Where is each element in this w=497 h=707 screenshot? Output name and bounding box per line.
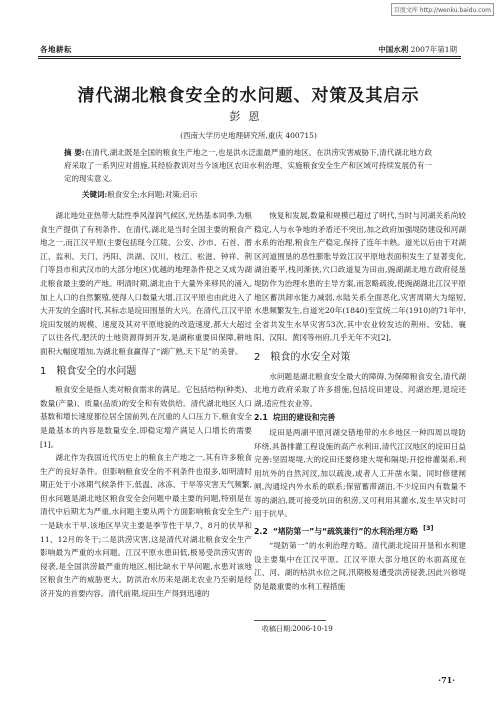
section-heading [254,351,466,365]
author-affiliation: (西南大学历史地理研究所,重庆 400715) [180,131,317,140]
section-number: 2 [254,351,261,363]
section-title: 粮食安全的水问题 [56,365,137,377]
section-title: 粮食的水安全对策 [270,351,351,363]
subsection-number: 2.1 [254,413,268,423]
keywords-label: 关键词: [82,190,108,199]
header-journal-info [378,44,457,55]
keywords [82,189,197,200]
paragraph: 水问题是湖北粮食安全最大的障碍,为保障粮食安全,清代湖北地方政府采取了许多措施,包括垸田建设、河湖治理,退垸还湖,适应性农业等。 [254,371,466,408]
paragraph: 粮食安全是指人类对粮食需求的满足。它包括结构(种类)、数量(产量)、质量(品质)的安全和有效供给。清代湖北地区人口基数和增长速度都位居全国前列,在沉重的人口压力下,粮食安全是最基本的内容是数量安全,即稳定增产满足人口增长的需要[1]。 [40,385,252,449]
article-author: 彭恩 [229,110,268,123]
section-number: 1 [40,365,47,377]
keywords-text: 粮食安全;水问题;对策;启示 [107,190,198,199]
header-rule-bottom [38,58,461,59]
subsection-title: 垸田的建设和完善 [272,413,336,423]
paragraph: 恢复和发展,数量和规模已超过了明代,当时与河湖关系尚较稳定,人与水争地的矛盾还不突出,加之政府加强堤防建设和河湖水系的治理,粮食生产稳定,保持了连年丰熟。道光以后由于对湖区河道围垦的恶性膨胀导致江汉平原地表面积发生了显著变化,湖泊萎平,栈河渐狭,穴口政道复为田亩,豌湖湖北地方政府侵垦堤防作为治理水患的主导方案,而忽略疏浚,使豌湖湖北江汉平原地区蓄洪卸水能力减弱,水陆关系全面恶化,灾害周期大为缩短,水患频繁发生,自道光20年(1840)至宣统二年(1910)的71年中,全省共发生水旱灾害53次,其中农业较发达的荆州、安陆、襄阳、汉阳、黄冈等州府,几乎无年不灾[2]。 [254,211,466,343]
left-column [40,209,252,601]
right-column [254,209,466,594]
footnote-rule [254,620,326,621]
subsection-ref: [3] [423,524,434,533]
subsection-heading [254,411,466,425]
header-rule-top [38,56,461,57]
paragraph: 湖北作为我国近代历史上的粮食主产地之一,其有许多粮食生产的良好条件。但影响粮食安全的不利条件也很多,如明清时期正处于小冰期气候条件下,低温、冰冻、干旱等灾害天气频繁,但水问题是湖北地区粮食安全会问题中最主要的问题,特别是在清代中后期尤为严重,水问题主要从两个方面影响粮食安全生产:一是缺水干旱,该地区旱灾主要是季节性干旱,7、8月的伏旱和11、12月的冬干;二是洪涝灾害,这是清代对湖北粮食安全生产影响最为严重的水问题。江汉平原水患田低,极易受洪涝灾害的侵袭,是全国洪涝最严重的地区,相比缺水干旱问题,水患对该地区粮食生产的威胁更大。防洪治水历来是湖北农业乃至刺是经济开发的首要内容。清代前期,垸田生产得到迅速的 [40,453,252,599]
abstract [64,146,432,185]
section-heading [40,365,252,379]
watermark-badge: 百度文库 http://wenku.baidu.com [391,3,494,16]
journal-issue: 2007年第1期 [410,45,457,54]
abstract-text: 在清代,湖北既是全国的粮食生产地之一,也是洪水泛滥最严重的地区。在洪涝灾害威胁下,清代湖北地方政府采取了一系列应对措施,其经验教训对当今该地区农田水利治理、实施粮食安全生产和区域可持续发展仍有一定的现实意义。 [64,148,432,183]
journal-name: 中国水利 [378,45,409,54]
page-number: ·71· [438,675,455,685]
paragraph: “堤防第一”的水利治理方略。清代湖北垸田开垦和水利建设主要集中在江汉平原。江汉平原大部分地区的水面高度在江、河、湖的枯洪水位之间,汛期极易遭受洪涝侵袭,因此兴修堤防是最重要的水利工程措施 [254,541,466,592]
paragraph: 湖北地处亚热带大陆性季风湿润气候区,光热基本同季,为粮食生产提供了有利条件。在清代,湖北是当时全国主要的粮食产地之一,而江汉平原(主要包括现今江陵、公安、沙市、石首、潜江、监利、天门、沔阳、洪湖、汉川、枝江、松滋、钟祥、荆门等县市和武汉市的大部分地区)优越的地理条件使之又成为湖北粮食最主要的产地。明清时期,湖北由于大量外来移民的涌入,加上人口的自然繁殖,使得人口数量大增,江汉平原也由此进入了大开发的全盛时代,其标志是垸田围垦的大兴。在清代,江汉平原垸田发展的规模、速度及其对平原地貌的改造速度,都大大超过了以往各代,肥沃的土地资源得到开发,是湖称重要田保障,耕地面积大幅度增加,为湖北粮食赢得了“湖广熟,天下足”的美誉。 [40,211,252,356]
subsection-number: 2.2 [254,526,268,536]
subsection-heading [254,522,466,538]
paragraph: 垸田是两湖平原河湖交错地带的水乡地区一种四周以堤防环绕,具备排灌工程设施的高产水利田,清代江汉地区的垸田日益完善:坚固堤堤,大的垸田还要修建大堤和隔堤;开挖排灌渠系,利用坑外的自然河汊,加以疏浚,或者人工开凿水渠。同时修建闸闸,沟通垸内外水系的联系;保留蓄滞湖泊,不少垸田内有数量不等的湖泊,既可接受坑田的积涝,又可利用其灌水,发生旱灾时可用于抗旱。 [254,427,466,519]
abstract-label: 摘 要: [64,148,85,157]
article-title: 清代湖北粮食安全的水问题、对策及其启示 [77,86,420,106]
received-date-footnote: 收稿日期:2006-10-19 [262,625,333,633]
header-column-name: 各地耕耘 [40,45,72,54]
subsection-title: “堵防第一”与“疏筑兼行”的水利治理方略 [272,526,419,536]
